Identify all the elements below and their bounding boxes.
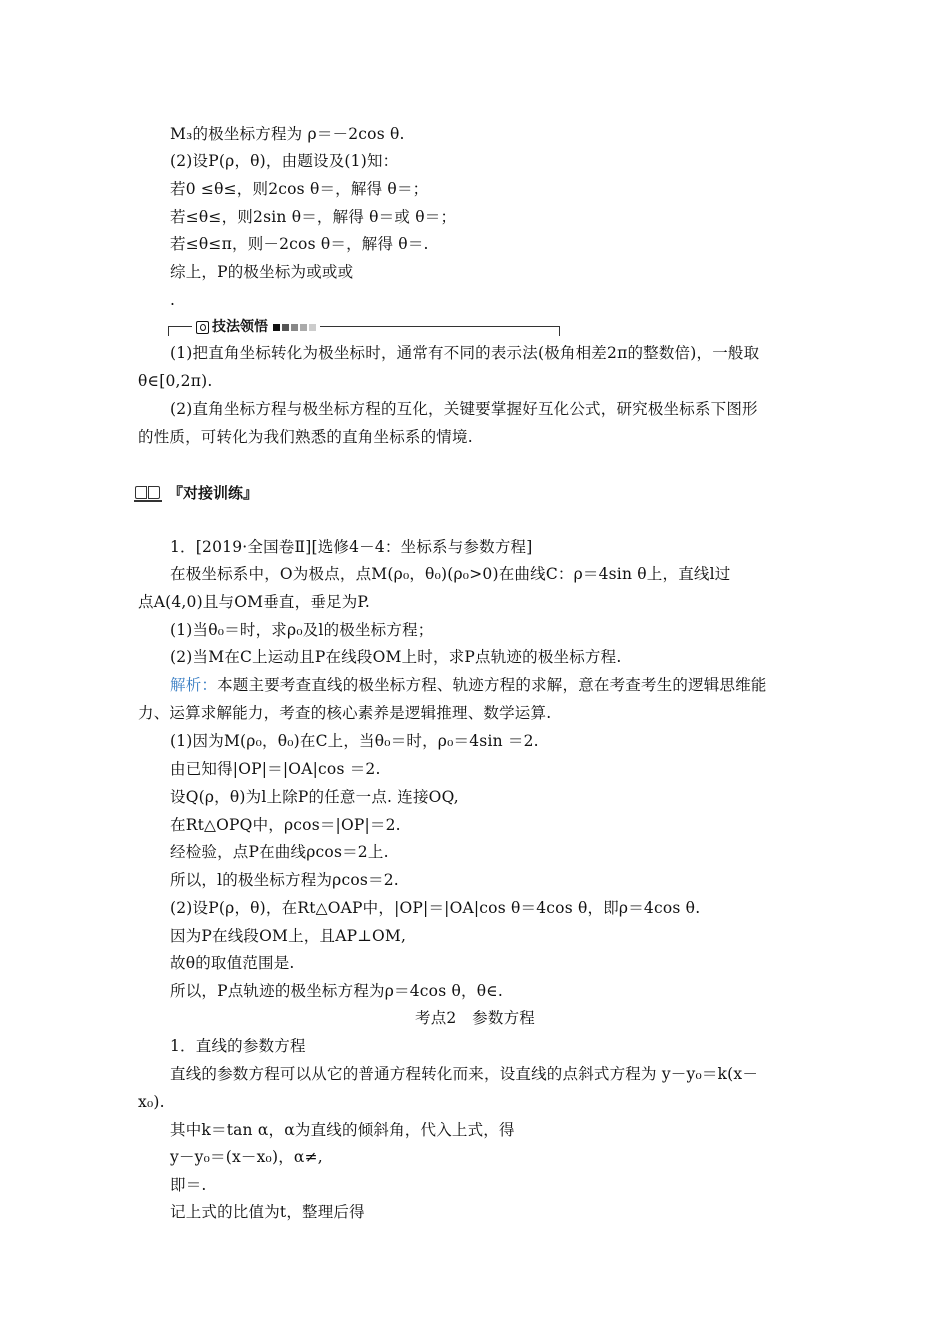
text-line: x₀). — [138, 1093, 165, 1111]
text-line: 直线的参数方程可以从它的普通方程转化而来，设直线的点斜式方程为 y－y₀＝k(x－ — [170, 1065, 759, 1083]
text-line: 其中k＝tan α，α为直线的倾斜角，代入上式，得 — [170, 1121, 515, 1139]
square-icon — [291, 324, 298, 331]
text-line: 力、运算求解能力，考查的核心素养是逻辑推理、数学运算. — [138, 704, 552, 722]
text-line: 若0 ≤θ≤，则2cos θ＝，解得 θ＝； — [170, 180, 429, 198]
text-line: (1)因为M(ρ₀，θ₀)在C上，当θ₀＝时，ρ₀＝4sin ＝2. — [170, 732, 539, 750]
rating-squares — [271, 318, 316, 336]
tip-icon — [196, 321, 209, 334]
text-line: 点A(4,0)且与OM垂直，垂足为P. — [138, 593, 371, 611]
text-line: 1．直线的参数方程 — [170, 1037, 306, 1055]
text-line: (2)直角坐标方程与极坐标方程的互化，关键要掌握好互化公式，研究极坐标系下图形 — [170, 400, 758, 418]
tip-title: 技法领悟 — [212, 319, 268, 335]
square-icon — [300, 324, 307, 331]
square-icon — [273, 324, 280, 331]
section-subtitle: 考点2 参数方程 — [415, 1009, 535, 1027]
text-line: 在极坐标系中，O为极点，点M(ρ₀，θ₀)(ρ₀>0)在曲线C：ρ＝4sin θ上，直线l过 — [170, 565, 731, 583]
text-line: 若≤θ≤π，则－2cos θ＝，解得 θ＝. — [170, 235, 429, 253]
text-line: y－y₀＝(x－x₀)，α≠, — [170, 1148, 323, 1166]
text-line: (2)设P(ρ，θ)，在Rt△OAP中，|OP|＝|OA|cos θ＝4cos θ，即ρ＝4cos θ. — [170, 899, 701, 917]
section-title: 『对接训练』 — [168, 484, 259, 502]
tip-badge — [192, 318, 320, 336]
text-line: (2)当M在C上运动且P在线段OM上时，求P点轨迹的极坐标方程. — [170, 648, 622, 666]
text-line: 综上，P的极坐标为或或或 — [170, 263, 354, 281]
text-line: 在Rt△OPQ中，ρcos＝|OP|＝2. — [170, 816, 401, 834]
text-line: 1．[2019·全国卷Ⅱ][选修4－4：坐标系与参数方程] — [170, 538, 533, 556]
text-line: 由已知得|OP|＝|OA|cos ＝2. — [170, 760, 381, 778]
text-line: 若≤θ≤，则2sin θ＝，解得 θ＝或 θ＝； — [170, 208, 457, 226]
text-line: (1)把直角坐标转化为极坐标时，通常有不同的表示法(极角相差2π的整数倍)，一般取 — [170, 344, 760, 362]
text-line: 所以，l的极坐标方程为ρcos＝2. — [170, 871, 399, 889]
text-line: 所以，P点轨迹的极坐标方程为ρ＝4cos θ，θ∈. — [170, 982, 504, 1000]
text-line: M₃的极坐标方程为 ρ＝－2cos θ. — [170, 125, 405, 143]
analysis-first-line — [170, 675, 767, 695]
text-line: . — [170, 291, 176, 309]
square-icon — [282, 324, 289, 331]
text-line: (2)设P(ρ，θ)，由题设及(1)知： — [170, 152, 399, 170]
text-line: 即＝. — [170, 1176, 207, 1194]
text-line: (1)当θ₀＝时，求ρ₀及l的极坐标方程； — [170, 621, 434, 639]
divider — [168, 326, 169, 336]
analysis-label: 解析： — [170, 676, 218, 694]
text-line: 因为P在线段OM上，且AP⊥OM, — [170, 927, 407, 945]
square-icon — [309, 324, 316, 331]
text-line: 故θ的取值范围是. — [170, 954, 295, 972]
text-line: 的性质，可转化为我们熟悉的直角坐标系的情境. — [138, 428, 473, 446]
text-line: 设Q(ρ，θ)为l上除P的任意一点. 连接OQ, — [170, 788, 459, 806]
text-span: 本题主要考查直线的极坐标方程、轨迹方程的求解，意在考查考生的逻辑思维能 — [217, 676, 767, 694]
divider — [559, 326, 560, 336]
book-icon — [134, 484, 162, 502]
section-heading — [134, 482, 258, 503]
text-line: θ∈[0,2π). — [138, 372, 213, 390]
text-line: 经检验，点P在曲线ρcos＝2上. — [170, 843, 389, 861]
text-line: 记上式的比值为t，整理后得 — [170, 1203, 365, 1221]
tip-header — [168, 318, 560, 336]
